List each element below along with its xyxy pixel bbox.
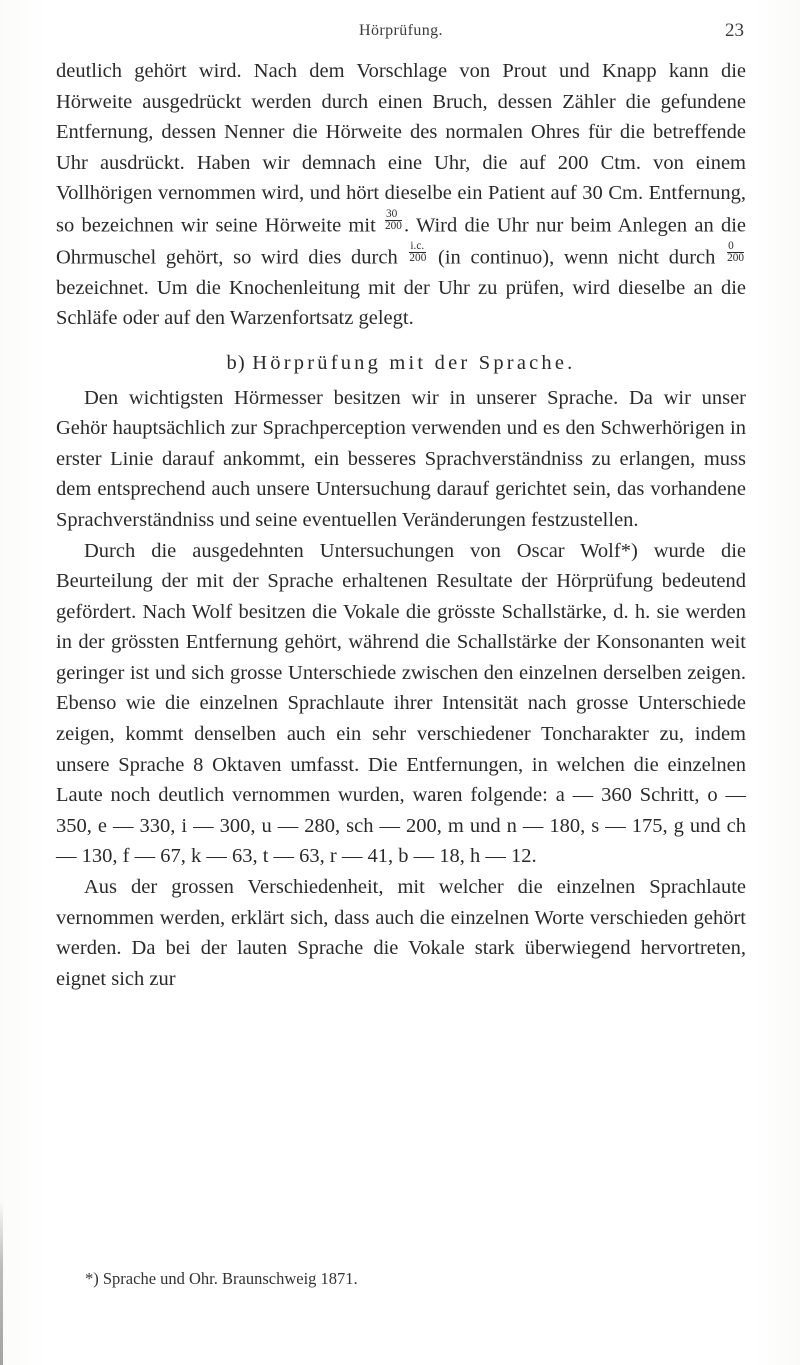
body-text <box>56 56 746 994</box>
fraction-ic-200 <box>409 241 426 265</box>
paragraph-1-text-c: (in continuo), wenn nicht durch <box>428 246 726 269</box>
page-edge-shadow <box>0 1200 3 1365</box>
fraction-denominator: 200 <box>385 220 402 233</box>
fraction-denominator: 200 <box>409 252 427 265</box>
section-label: b) <box>226 351 246 374</box>
page-number: 23 <box>725 20 744 41</box>
fraction-numerator: i.c. <box>409 241 426 253</box>
paragraph-1-text-b: . Wird die Uhr nur beim Anlegen an die Ohrmuschel gehört, so wird dies durch <box>56 214 746 269</box>
running-title: Hörprüfung. <box>359 22 443 39</box>
page-header <box>56 22 746 46</box>
paragraph-1-text-a: deutlich gehört wird. Nach dem Vorschlage von Prout und Knapp kann die Hörweite ausgedrückt werden durch einen Bruch, dessen Zähler die gefundene Entfernung, dessen Nenner die Hörweite des normalen Ohres für die betreffende Uhr ausdrückt. Haben wir demnach eine Uhr, die auf 200 Ctm. von einem Vollhörigen vernommen wird, und hört dieselbe ein Patient auf 30 Cm. Entfernung, so bezeichnen wir seine Hörweite mit <box>56 60 746 237</box>
paragraph-4: Aus der grossen Verschiedenheit, mit welcher die einzelnen Sprachlaute vernommen werden, erklärt sich, dass auch die einzelnen Worte verschieden gehört werden. Da bei der lauten Sprache die Vokale stark überwiegend hervortreten, eignet sich zur <box>56 876 746 990</box>
paragraph-2: Den wichtigsten Hörmesser besitzen wir in unserer Sprache. Da wir unser Gehör hauptsächlich zur Sprachperception verwenden und es den Schwerhörigen in erster Linie darauf ankommt, ein besseres Sprachverständniss zu erlangen, muss dem entsprechend auch unsere Untersuchung darauf gerichtet sein, das vorhandene Sprachverständniss und seine eventuellen Veränderungen festzustellen. <box>56 386 746 531</box>
section-title: Hörprüfung mit der Sprache. <box>252 351 576 374</box>
fraction-30-200 <box>385 209 402 233</box>
fraction-numerator: 0 <box>727 241 744 253</box>
section-heading <box>56 348 746 379</box>
paragraph-1 <box>56 56 746 334</box>
fraction-0-200 <box>727 241 744 265</box>
paragraph-3: Durch die ausgedehnten Untersuchungen von Oscar Wolf*) wurde die Beurteilung der mit der Sprache erhaltenen Resultate der Hörprüfung bedeutend gefördert. Nach Wolf besitzen die Vokale die grösste Schallstärke, d. h. sie werden in der grössten Entfernung gehört, während die Schallstärke der Konsonanten weit geringer ist und sich grosse Unterschiede zwischen den einzelnen derselben zeigen. Ebenso wie die einzelnen Sprachlaute ihrer Intensität nach grosse Unterschiede zeigen, kommt denselben auch ein sehr verschiedener Toncharakter zu, indem unsere Sprache 8 Oktaven umfasst. Die Entfernungen, in welchen die einzelnen Laute noch deutlich vernommen wurden, waren folgende: a — 360 Schritt, o — 350, e — 330, i — 300, u — 280, sch — 200, m und n — 180, s — 175, g und ch — 130, f — 67, k — 63, t — 63, r — 41, b — 18, h — 12. <box>56 539 746 868</box>
fraction-denominator: 200 <box>727 252 744 265</box>
footnote: *) Sprache und Ohr. Braunschweig 1871. <box>85 1269 358 1288</box>
paragraph-1-text-d: bezeichnet. Um die Knochenleitung mit der Uhr zu prüfen, wird dieselbe an die Schläfe oder auf den Warzenfortsatz gelegt. <box>56 276 746 330</box>
fraction-numerator: 30 <box>385 209 402 221</box>
